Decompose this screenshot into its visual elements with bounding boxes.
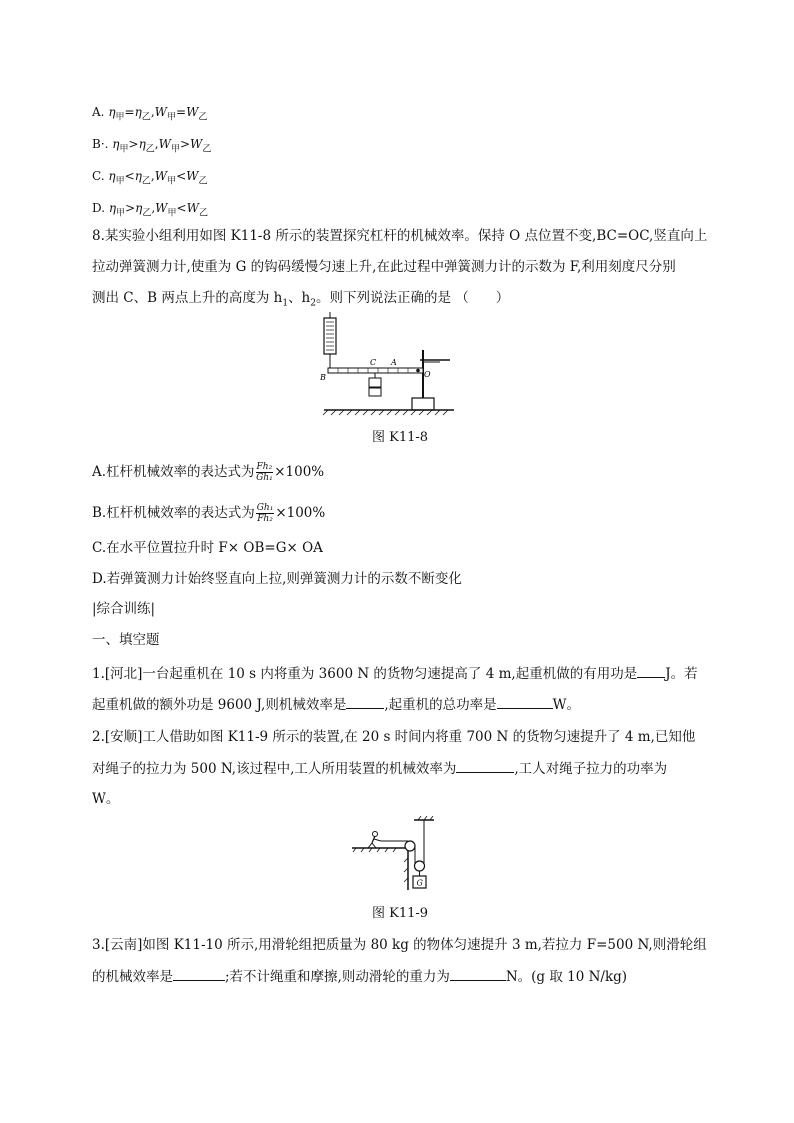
answer-blank[interactable]: [173, 966, 225, 981]
sub-jia: 甲: [119, 144, 129, 155]
f1-line-2-mid: ,起重机的总功率是: [384, 697, 497, 713]
work-symbol: W: [154, 169, 168, 183]
sub-jia: 甲: [170, 144, 180, 155]
work-symbol: W: [190, 137, 203, 151]
work-relation: >: [179, 137, 191, 151]
eta-symbol: η: [134, 105, 142, 119]
f3-line-2-tail: N。(g 取 10 N/kg): [505, 969, 628, 985]
eta-symbol: η: [112, 137, 120, 151]
eta-symbol: η: [108, 105, 116, 119]
figure-caption-k11-8: 图 K11-8: [372, 430, 429, 445]
fraction-a-numerator: Fh₂: [256, 462, 273, 472]
prev-option-0: [92, 102, 207, 127]
q8-option-b-text: B.杠杆机械效率的表达式为: [92, 505, 255, 521]
work-relation: <: [176, 169, 187, 183]
sub-yi: 乙: [198, 112, 208, 123]
f1-line-1: [92, 663, 698, 684]
fraction-a-denominator: Gh₁: [256, 473, 273, 483]
comma: ,: [150, 105, 155, 119]
work-symbol: W: [186, 169, 199, 183]
prev-option-1: [92, 134, 211, 159]
f3-line-2-text: 的机械效率是: [92, 969, 173, 985]
eta-symbol: η: [108, 201, 117, 215]
work-symbol: W: [158, 137, 171, 151]
label-a: A: [391, 358, 397, 367]
work-relation: =: [176, 105, 187, 119]
f1-line-1-text: 1.[河北]一台起重机在 10 s 内将重为 3600 N 的货物匀速提高了 4 m,起重机做的有用功是: [92, 666, 638, 682]
eta-symbol: η: [134, 169, 142, 183]
eta-symbol: η: [138, 137, 146, 151]
q8-line-1: 8.某实验小组利用如图 K11-8 所示的装置探究杠杆的机械效率。保持 O 点位置不变,BC=OC,竖直向上: [92, 228, 708, 244]
q8-line-3-b: 、h: [288, 290, 311, 306]
sub-yi: 乙: [142, 208, 152, 219]
q8-line-3-a: 测出 C、B 两点上升的高度为 h: [92, 290, 283, 306]
label-c: C: [370, 358, 377, 367]
option-letter: C.: [92, 169, 105, 183]
f3-line-1: 3.[云南]如图 K11-10 所示,用滑轮组把质量为 80 kg 的物体匀速提升 3 m,若拉力 F=500 N,则滑轮组: [92, 937, 707, 953]
figure-caption-k11-9: 图 K11-9: [372, 906, 429, 921]
work-symbol: W: [186, 201, 199, 215]
sub-yi: 乙: [141, 112, 151, 123]
sub-jia: 甲: [116, 208, 126, 219]
pulley-worker-figure: [348, 816, 440, 892]
answer-blank[interactable]: [346, 694, 384, 709]
f1-line-2: [92, 694, 580, 715]
eta-symbol: η: [108, 169, 116, 183]
label-g: G: [416, 878, 423, 888]
q8-option-a-text: A.杠杆机械效率的表达式为: [92, 464, 255, 480]
answer-blank[interactable]: [637, 663, 665, 678]
sub-yi: 乙: [198, 208, 208, 219]
subscript-2: 2: [310, 298, 316, 309]
q8-line-2: 拉动弹簧测力计,使重为 G 的钩码缓慢匀速上升,在此过程中弹簧测力计的示数为 F,利用刻度尺分别: [92, 259, 676, 275]
lever-apparatus-figure: [318, 310, 458, 416]
f2-line-2: [92, 758, 667, 779]
sub-yi: 乙: [141, 176, 151, 187]
fraction-b-denominator: Fh₂: [257, 514, 273, 524]
eta-relation: >: [125, 201, 136, 215]
f2-line-1: 2.[安顺]工人借助如图 K11-9 所示的装置,在 20 s 时间内将重 700 N 的货物匀速提升了 4 m,已知他: [92, 729, 696, 745]
fraction-b-numerator: Gh₁: [256, 503, 274, 513]
work-symbol: W: [155, 201, 168, 215]
q8-option-c: C.在水平位置拉升时 F× OB=G× OA: [92, 540, 323, 556]
sub-jia: 甲: [115, 112, 125, 123]
eta-relation: >: [128, 137, 139, 151]
sub-yi: 乙: [145, 144, 155, 155]
label-o: O: [424, 370, 431, 379]
option-letter: B·.: [92, 137, 109, 151]
q8-option-b-percent: ×100%: [275, 505, 326, 521]
fraction-b: [256, 503, 275, 524]
f2-line-3: W。: [92, 791, 120, 807]
eta-symbol: η: [135, 201, 143, 215]
f1-line-2-tail: W。: [552, 697, 581, 713]
answer-blank[interactable]: [450, 966, 506, 981]
sub-jia: 甲: [115, 176, 125, 187]
q8-option-a-percent: ×100%: [274, 464, 325, 480]
label-b: B: [320, 373, 326, 382]
work-symbol: W: [154, 105, 167, 119]
f3-line-2-mid: ;若不计绳重和摩擦,则动滑轮的重力为: [225, 969, 450, 985]
sub-yi: 乙: [198, 176, 208, 187]
sub-jia: 甲: [167, 176, 177, 187]
sub-jia: 甲: [166, 112, 176, 123]
f2-line-2-text: 对绳子的拉力为 500 N,该过程中,工人所用装置的机械效率为: [92, 761, 457, 777]
q8-line-3-c: 。则下列说法正确的是 （ ）: [316, 290, 510, 306]
eta-relation: =: [124, 105, 135, 119]
part-heading: 一、填空题: [92, 632, 160, 648]
section-heading: |综合训练|: [92, 601, 156, 617]
q8-option-d: D.若弹簧测力计始终竖直向上拉,则弹簧测力计的示数不断变化: [92, 571, 462, 587]
work-relation: <: [176, 201, 187, 215]
comma: ,: [151, 201, 156, 215]
sub-jia: 甲: [167, 208, 177, 219]
work-symbol: W: [186, 105, 199, 119]
q8-option-b: [92, 503, 325, 524]
answer-blank[interactable]: [456, 758, 514, 773]
subscript-1: 1: [282, 298, 289, 309]
f1-line-1-tail: J。若: [665, 666, 698, 682]
eta-relation: <: [124, 169, 135, 183]
f3-line-2: [92, 966, 627, 987]
sub-yi: 乙: [202, 144, 212, 155]
option-letter: D.: [92, 201, 106, 215]
fraction-a: [256, 462, 274, 483]
option-letter: A.: [92, 105, 105, 119]
comma: ,: [150, 169, 155, 183]
prev-option-3: [92, 198, 208, 223]
q8-option-a: [92, 462, 324, 483]
f2-line-2-tail: ,工人对绳子拉力的功率为: [514, 761, 668, 777]
answer-blank[interactable]: [497, 694, 553, 709]
f1-line-2-text: 起重机做的额外功是 9600 J,则机械效率是: [92, 697, 347, 713]
prev-option-2: [92, 166, 208, 191]
comma: ,: [154, 137, 159, 151]
